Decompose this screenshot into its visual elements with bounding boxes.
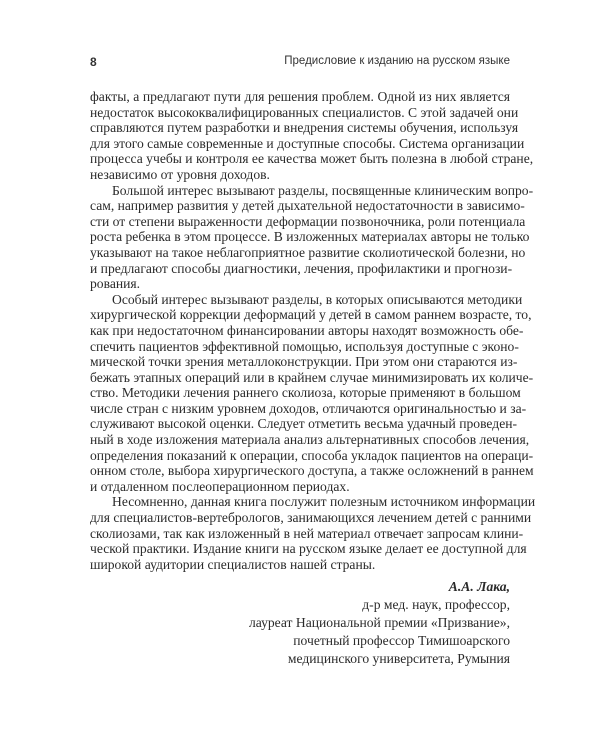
signature-line: медицинского университета, Румыния	[287, 651, 510, 666]
text-line: числе стран с низким уровнем доходов, отличаются оригинальностью и за-	[90, 400, 527, 416]
text-line: как при недостаточном финансировании авторы находят возможность обе-	[90, 322, 524, 338]
paragraph	[90, 291, 534, 495]
text-line: факты, а предлагают пути для решения проблем. Одной из них является	[90, 89, 510, 104]
text-line: Несомненно, данная книга послужит полезным источником информации	[112, 494, 536, 510]
signature-name: А.А. Лака,	[448, 579, 510, 594]
text-line: независимо от уровня доходов.	[90, 166, 270, 182]
running-title: Предисловие к изданию на русском языке	[284, 55, 510, 67]
text-line: сам, например развития у детей дыхательной недостаточности в зависимо-	[90, 198, 525, 214]
text-line: роста ребенка в этом процессе. В изложенных материалах авторы не только	[90, 229, 530, 245]
paragraph	[90, 89, 534, 183]
text-line: указывают на такое неблагоприятное развитие сколиотической болезни, но	[90, 244, 526, 260]
signature-block	[90, 578, 510, 668]
text-line: недостаток высококвалифицированных специалистов. С этой задачей они	[90, 104, 519, 120]
text-line: широкой аудитории специалистов нашей страны.	[90, 556, 376, 572]
text-line: рования.	[90, 276, 141, 292]
signature-line: лауреат Национальной премии «Призвание»,	[248, 615, 510, 630]
body-text	[90, 89, 536, 572]
text-line: хирургической коррекции деформаций у детей в самом раннем возрасте, то,	[90, 307, 532, 323]
running-header	[90, 55, 510, 71]
text-line: определения показаний к операции, способа укладок пациентов на операци-	[90, 447, 534, 463]
text-line: для этого самые современные и доступные способы. Система организации	[90, 135, 525, 151]
text-line: онном столе, выбора хирургического доступа, а также осложнений в раннем	[90, 463, 534, 479]
text-line: сти от степени выраженности деформации позвоночника, роли потенциала	[90, 213, 526, 229]
text-line: мической точки зрения металлоконструкции. При этом они стараются из-	[90, 354, 518, 370]
text-line: ный в ходе изложения материала анализ альтернативных способов лечения,	[90, 432, 530, 448]
signature-line: д-р мед. наук, профессор,	[362, 597, 510, 612]
text-line: спечить пациентов эффективной помощью, используя доступные с эконо-	[90, 338, 519, 354]
text-line: служивают высокой оценки. Следует отметить весьма удачный проведен-	[90, 416, 518, 432]
text-line: ческой практики. Издание книги на русском языке делает ее доступной для	[90, 541, 527, 557]
text-line: и предлагают способы диагностики, лечения, профилактики и прогнози-	[90, 260, 513, 276]
text-line: ство. Методики лечения раннего сколиоза, которые применяют в большом	[90, 385, 521, 401]
text-line: для специалистов-вертебрологов, занимающихся лечением детей с ранними	[90, 510, 532, 526]
paragraph	[90, 494, 536, 572]
text-line: Большой интерес вызывают разделы, посвященные клиническим вопро-	[112, 182, 534, 198]
text-line: справляются путем разработки и внедрения системы обучения, используя	[90, 120, 519, 136]
text-line: Особый интерес вызывают разделы, в которых описываются методики	[112, 291, 523, 307]
text-line: процесса учебы и контроля ее качества может быть полезна в любой стране,	[90, 151, 534, 167]
paragraph	[90, 182, 534, 292]
text-line: бежать этапных операций или в крайнем случае минимизировать их количе-	[90, 369, 534, 385]
text-line: сколиозами, так как изложенный в ней материал отвечает запросам клини-	[90, 525, 524, 541]
text-line: и отдаленном послеоперационном периодах.	[90, 478, 350, 494]
signature-line: почетный профессор Тимишоарского	[293, 633, 510, 648]
page-number: 8	[90, 55, 97, 69]
